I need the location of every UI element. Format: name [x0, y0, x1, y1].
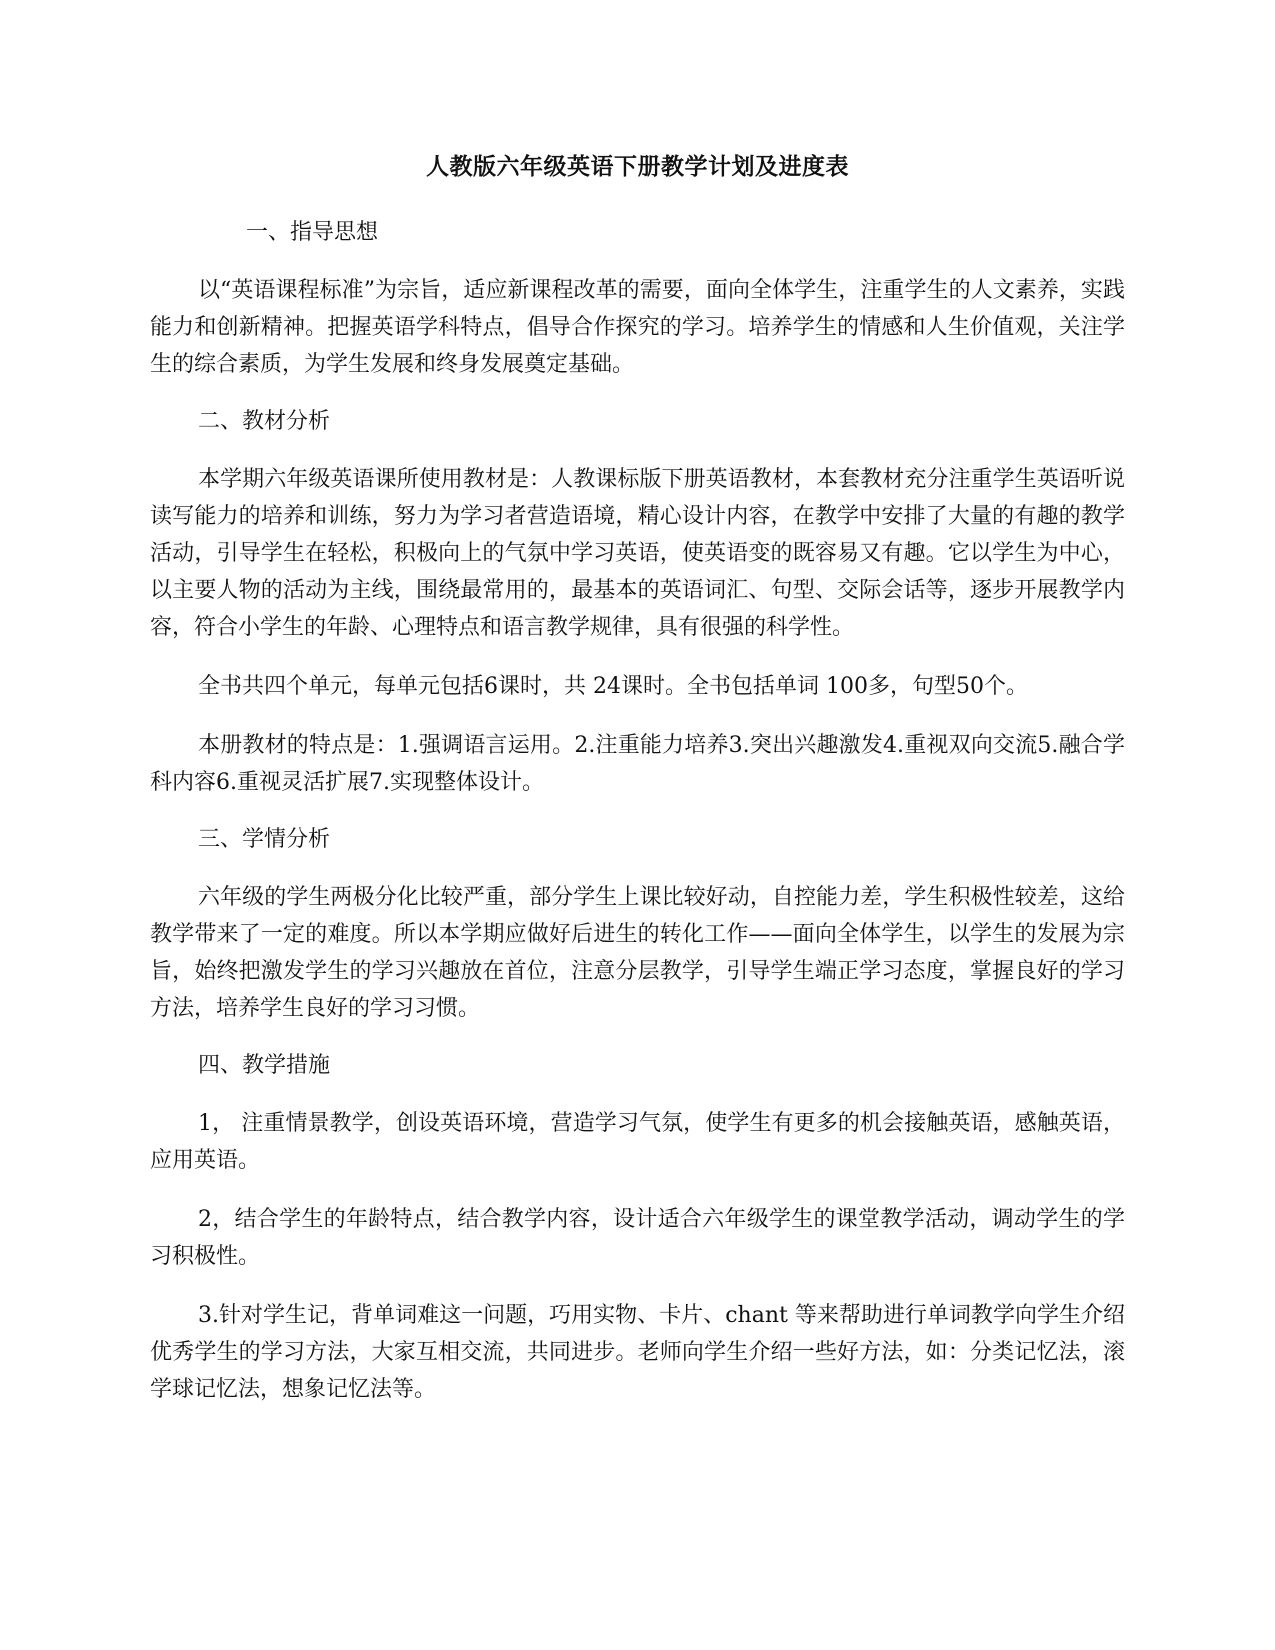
paragraph-guiding-ideology: 以“英语课程标准”为宗旨，适应新课程改革的需要，面向全体学生，注重学生的人文素养，实践能力和创新精神。把握英语学科特点，倡导合作探究的学习。培养学生的情感和人生价值观，关注学生的综合素质，为学生发展和终身发展奠定基础。 — [150, 278, 1125, 377]
paragraph-measure-1: 1， 注重情景教学，创设英语环境，营造学习气氛，使学生有更多的机会接触英语，感触英语，应用英语。 — [150, 1111, 1125, 1173]
paragraph-textbook-features: 本册教材的特点是：1.强调语言运用。2.注重能力培养3.突出兴趣激发4.重视双向交流5.融合学科内容6.重视灵活扩展7.实现整体设计。 — [150, 733, 1125, 795]
section-heading-student-analysis: 三、学情分析 — [198, 827, 331, 852]
section-heading-teaching-measures: 四、教学措施 — [198, 1053, 331, 1078]
section-heading-textbook-analysis: 二、教材分析 — [198, 409, 331, 434]
document-body — [150, 150, 1125, 1408]
paragraph-textbook-analysis: 本学期六年级英语课所使用教材是：人教课标版下册英语教材，本套教材充分注重学生英语听说读写能力的培养和训练，努力为学习者营造语境，精心设计内容，在教学中安排了大量的有趣的教学活动，引导学生在轻松，积极向上的气氛中学习英语，使英语变的既容易又有趣。它以学生为中心，以主要人物的活动为主线，围绕最常用的，最基本的英语词汇、句型、交际会话等，逐步开展教学内容，符合小学生的年龄、心理特点和语言教学规律，具有很强的科学性。 — [150, 467, 1125, 640]
paragraph-measure-2: 2，结合学生的年龄特点，结合教学内容，设计适合六年级学生的课堂教学活动，调动学生的学习积极性。 — [150, 1207, 1125, 1269]
paragraph-student-analysis: 六年级的学生两极分化比较严重，部分学生上课比较好动，自控能力差，学生积极性较差，这给教学带来了一定的难度。所以本学期应做好后进生的转化工作——面向全体学生，以学生的发展为宗旨，始终把激发学生的学习兴趣放在首位，注意分层教学，引导学生端正学习态度，掌握良好的学习方法，培养学生良好的学习习惯。 — [150, 885, 1125, 1021]
document-title: 人教版六年级英语下册教学计划及进度表 — [426, 154, 849, 180]
paragraph-measure-3: 3.针对学生记，背单词难这一问题，巧用实物、卡片、chant 等来帮助进行单词教学向学生介绍优秀学生的学习方法，大家互相交流，共同进步。老师向学生介绍一些好方法，如：分类记忆法，滚学球记忆法，想象记忆法等。 — [150, 1303, 1125, 1402]
paragraph-book-overview: 全书共四个单元，每单元包括6课时，共 24课时。全书包括单词 100多，句型50个。 — [198, 674, 1028, 699]
section-heading-guiding-ideology: 一、指导思想 — [246, 220, 379, 245]
